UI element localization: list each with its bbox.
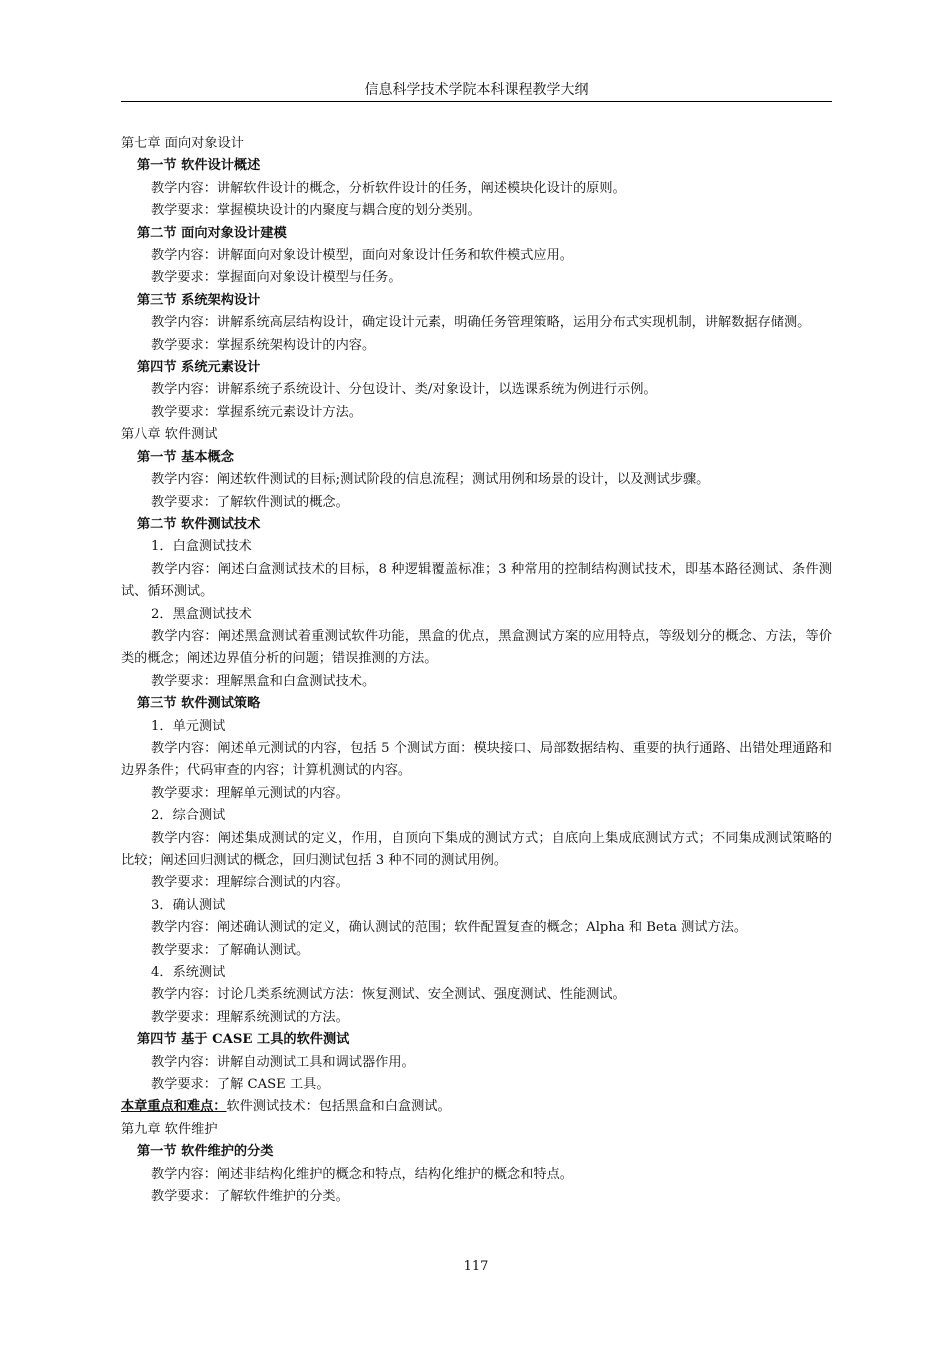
teaching-content: 教学内容：阐述确认测试的定义，确认测试的范围；软件配置复查的概念；Alpha 和 Beta 测试方法。 (151, 920, 748, 936)
page-number: 117 (463, 1259, 489, 1274)
subsection-heading: 1．白盒测试技术 (151, 539, 252, 555)
teaching-content: 教学内容：讲解面向对象设计模型，面向对象设计任务和软件模式应用。 (151, 248, 573, 264)
header-rule (121, 101, 832, 102)
teaching-requirement: 教学要求：理解系统测试的方法。 (151, 1009, 349, 1025)
teaching-requirement: 教学要求：理解黑盒和白盒测试技术。 (151, 673, 376, 689)
teaching-content: 教学内容：阐述黑盒测试着重测试软件功能，黑盒的优点，黑盒测试方案的应用特点，等级划分的概念、方法，等价类的概念；阐述边界值分析的问题；错误推测的方法。 (121, 628, 832, 667)
teaching-content: 教学内容：讲解系统子系统设计、分包设计、类/对象设计，以选课系统为例进行示例。 (151, 382, 657, 398)
page-header-title: 信息科学技术学院本科课程教学大纲 (364, 82, 589, 98)
teaching-requirement: 教学要求：理解综合测试的内容。 (151, 875, 349, 891)
teaching-content: 教学内容：讲解系统高层结构设计，确定设计元素，明确任务管理策略，运用分布式实现机制，讲解数据存储测。 (151, 315, 811, 331)
section-heading: 第三节 系统架构设计 (137, 292, 261, 308)
document-body (121, 133, 832, 1209)
teaching-requirement: 教学要求：了解软件维护的分类。 (151, 1189, 349, 1205)
teaching-content: 教学内容：讲解软件设计的概念，分析软件设计的任务，阐述模块化设计的原则。 (151, 180, 626, 196)
section-heading: 第二节 软件测试技术 (137, 516, 261, 532)
section-heading: 第一节 软件设计概述 (137, 158, 261, 174)
section-heading: 第四节 基于 CASE 工具的软件测试 (137, 1032, 350, 1048)
chapter-heading: 第七章 面向对象设计 (121, 136, 244, 151)
chapter-heading: 第九章 软件维护 (121, 1121, 218, 1137)
teaching-content: 教学内容：阐述单元测试的内容，包括 5 个测试方面：模块接口、局部数据结构、重要的执行通路、出错处理通路和边界条件；代码审查的内容；计算机测试的内容。 (121, 740, 832, 779)
teaching-content: 教学内容：阐述集成测试的定义，作用，自顶向下集成的测试方式；自底向上集成底测试方式；不同集成测试策略的比较；阐述回归测试的概念，回归测试包括 3 种不同的测试用例。 (121, 830, 832, 868)
subsection-heading: 4．系统测试 (151, 965, 226, 981)
section-heading: 第四节 系统元素设计 (137, 360, 261, 376)
teaching-content: 教学内容：阐述白盒测试技术的目标，8 种逻辑覆盖标准；3 种常用的控制结构测试技术，即基本路径测试、条件测试、循环测试。 (121, 561, 832, 600)
section-heading: 第三节 软件测试策略 (137, 696, 261, 712)
chapter-heading: 第八章 软件测试 (121, 427, 218, 443)
section-heading: 第一节 软件维护的分类 (137, 1144, 274, 1160)
subsection-heading: 2．综合测试 (151, 808, 226, 824)
teaching-requirement: 教学要求：理解单元测试的内容。 (151, 785, 349, 801)
subsection-heading: 3．确认测试 (151, 897, 226, 913)
key-points-line (121, 1096, 832, 1118)
teaching-requirement: 教学要求：掌握模块设计的内聚度与耦合度的划分类别。 (151, 203, 481, 219)
teaching-content: 教学内容：讨论几类系统测试方法：恢复测试、安全测试、强度测试、性能测试。 (151, 987, 626, 1003)
key-points-label: 本章重点和难点： (121, 1099, 227, 1115)
teaching-content: 教学内容：阐述非结构化维护的概念和特点，结构化维护的概念和特点。 (151, 1166, 573, 1182)
subsection-heading: 1．单元测试 (151, 718, 226, 734)
teaching-requirement: 教学要求：掌握系统元素设计方法。 (151, 404, 362, 420)
teaching-requirement: 教学要求：掌握系统架构设计的内容。 (151, 337, 376, 353)
teaching-requirement: 教学要求：掌握面向对象设计模型与任务。 (151, 270, 402, 286)
section-heading: 第一节 基本概念 (137, 449, 234, 465)
section-heading: 第二节 面向对象设计建模 (137, 225, 287, 241)
teaching-content: 教学内容：阐述软件测试的目标;测试阶段的信息流程；测试用例和场景的设计，以及测试步骤。 (151, 472, 710, 488)
teaching-requirement: 教学要求：了解确认测试。 (151, 942, 310, 958)
teaching-requirement: 教学要求：了解软件测试的概念。 (151, 494, 349, 510)
key-points-text: 软件测试技术：包括黑盒和白盒测试。 (226, 1099, 451, 1115)
teaching-content: 教学内容：讲解自动测试工具和调试器作用。 (151, 1054, 415, 1070)
subsection-heading: 2．黑盒测试技术 (151, 606, 252, 622)
teaching-requirement: 教学要求：了解 CASE 工具。 (151, 1077, 330, 1093)
